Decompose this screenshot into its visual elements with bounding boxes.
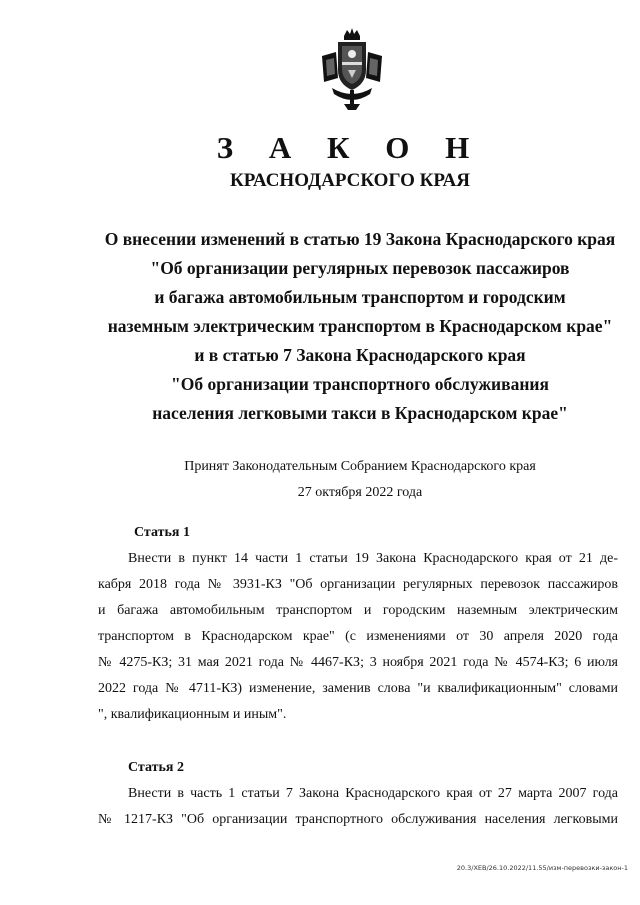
adoption-note [90, 454, 630, 506]
heading-line: О внесении изменений в статью 19 Закона Краснодарского края [104, 229, 616, 249]
heading-line: и багажа автомобильным транспортом и городским [154, 287, 566, 307]
document-code-footer: 20.3/ХЕВ/26.10.2022/11.55/изм-перевозки-закон-1 [456, 864, 628, 872]
adoption-date: 27 октября 2022 года [297, 485, 423, 500]
article-1-line: 2022 года № 4711-КЗ) изменение, заменив слова "и квалификационным" словами [98, 681, 618, 696]
article-2-title: Статья 2 [128, 760, 184, 775]
law-heading [90, 225, 630, 428]
article-1-line: Внести в пункт 14 части 1 статьи 19 Закона Краснодарского края от 21 де- [128, 551, 618, 566]
article-1-line: и багажа автомобильным транспортом и городским наземным электрическим [98, 603, 618, 618]
heading-line: наземным электрическим транспортом в Краснодарском крае" [107, 316, 613, 336]
article-2 [98, 755, 618, 833]
heading-line: "Об организации транспортного обслуживания [171, 374, 549, 394]
heading-line: и в статью 7 Закона Краснодарского края [194, 345, 526, 365]
article-1-line: № 4275-КЗ; 31 мая 2021 года № 4467-КЗ; 3 ноября 2021 года № 4574-КЗ; 6 июля [98, 655, 618, 670]
heading-line: населения легковыми такси в Краснодарском крае" [152, 403, 568, 423]
article-1-line: кабря 2018 года № 3931-КЗ "Об организации регулярных перевозок пассажиров [98, 577, 618, 592]
article-1 [98, 520, 618, 728]
article-1-line: транспортом в Краснодарском крае" (с изменениями от 30 апреля 2020 года [98, 629, 618, 644]
document-type-title: З А К О Н [216, 130, 484, 165]
article-1-line: ", квалификационным и иным". [98, 707, 287, 722]
article-1-title: Статья 1 [134, 525, 190, 540]
article-2-line: Внести в часть 1 статьи 7 Закона Краснодарского края от 27 марта 2007 года [128, 786, 618, 801]
region-subtitle: КРАСНОДАРСКОГО КРАЯ [229, 170, 471, 191]
adoption-body: Принят Законодательным Собранием Краснодарского края [184, 459, 536, 474]
heading-line: "Об организации регулярных перевозок пассажиров [150, 258, 570, 278]
coat-of-arms-emblem [318, 26, 386, 110]
article-2-line: № 1217-КЗ "Об организации транспортного обслуживания населения легковыми [98, 812, 618, 827]
